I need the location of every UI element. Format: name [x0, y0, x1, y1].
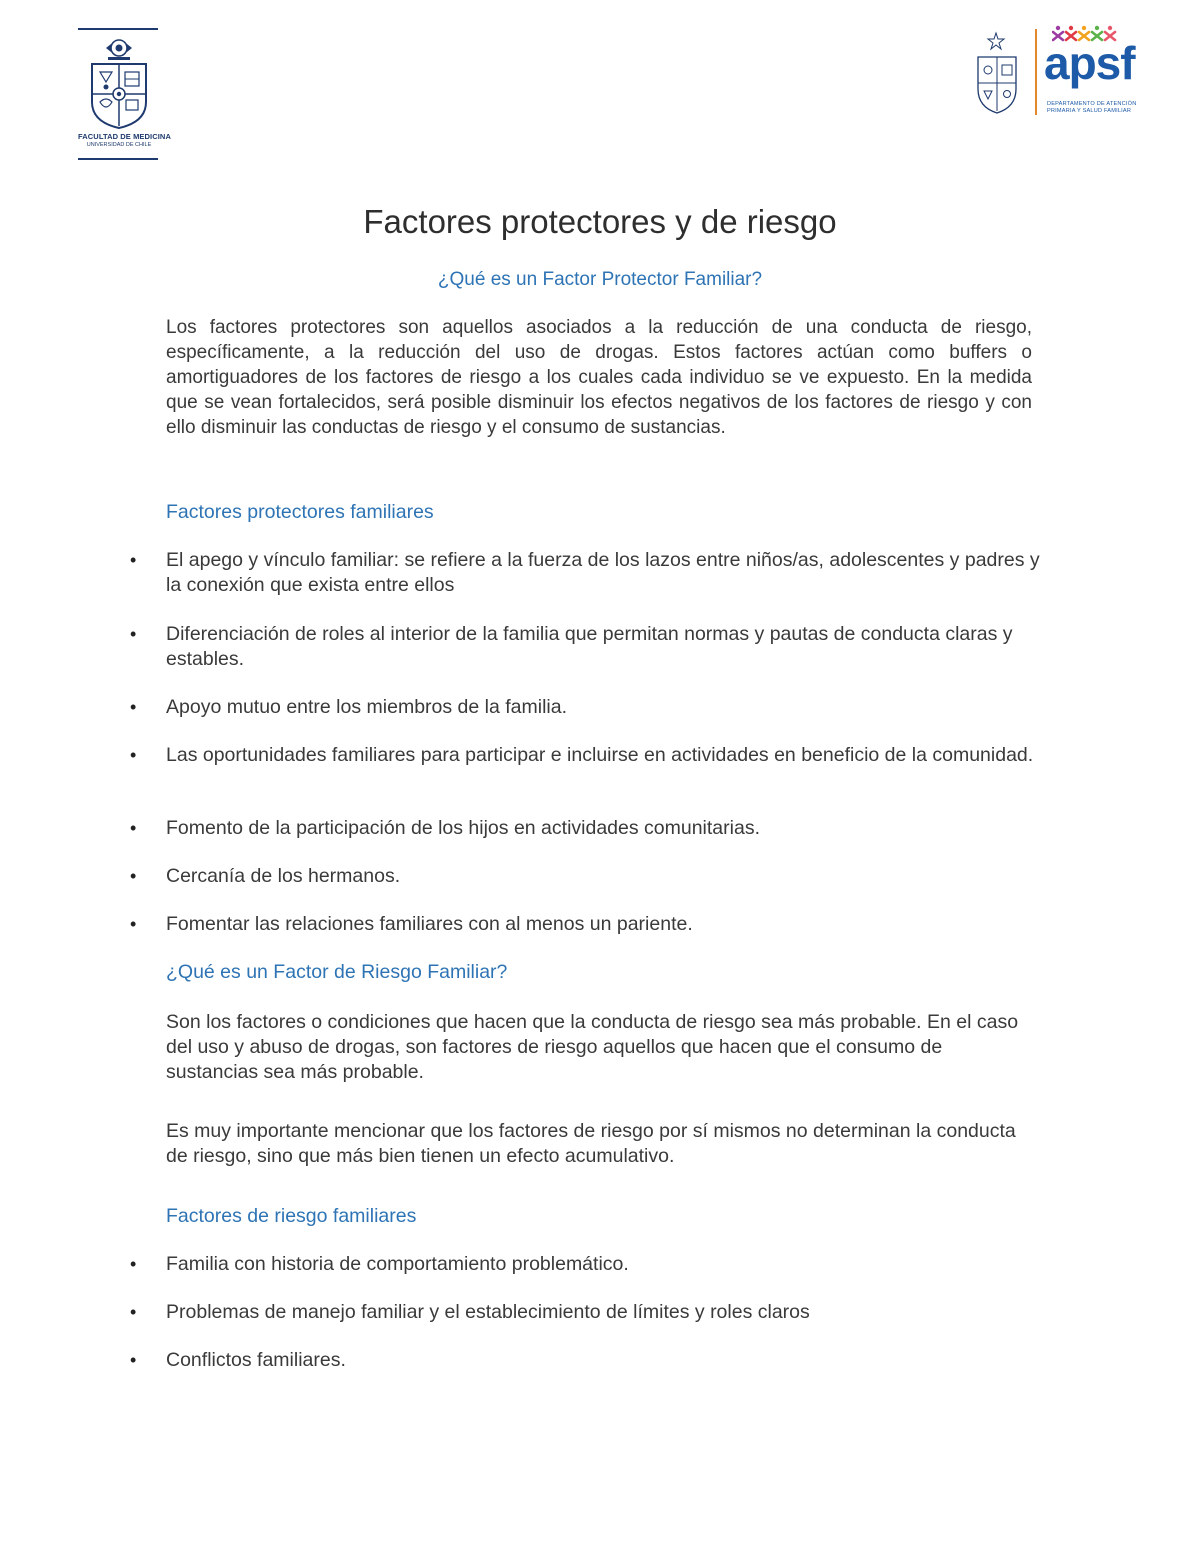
list-item-text: Fomentar las relaciones familiares con al menos un pariente. — [166, 913, 693, 935]
list-item-text: Problemas de manejo familiar y el establecimiento de límites y roles claros — [166, 1301, 810, 1323]
university-name: UNIVERSIDAD DE CHILE — [86, 142, 152, 148]
apsf-department-line1: DEPARTAMENTO DE ATENCIÓN — [1047, 101, 1137, 107]
list-item-text: Diferenciación de roles al interior de la familia que permitan normas y pautas de conducta claras y estables. — [166, 623, 1013, 670]
facultad-medicina-logo — [78, 28, 171, 160]
small-crest-icon — [972, 27, 1022, 119]
logo-bottom-rule — [78, 158, 158, 160]
risk-factors-heading: Factores de riesgo familiares — [166, 1205, 417, 1227]
document-title: Factores protectores y de riesgo — [363, 203, 837, 240]
bullet-icon: • — [130, 624, 137, 644]
list-item-text: Familia con historia de comportamiento problemático. — [166, 1253, 629, 1275]
bullet-icon: • — [130, 866, 137, 886]
apsf-wordmark: apsf — [1044, 37, 1135, 89]
bullet-icon: • — [130, 550, 137, 570]
protective-factor-question: ¿Qué es un Factor Protector Familiar? — [437, 269, 763, 290]
logo-divider — [1035, 29, 1037, 115]
protective-factors-heading: Factores protectores familiares — [166, 501, 434, 523]
bullet-icon: • — [130, 1302, 137, 1322]
risk-paragraph-1: Son los factores o condiciones que hacen que la conducta de riesgo sea más probable. En el caso del uso y abuso de drogas, son factores de riesgo aquellos que hacen que el consumo de sustancias sea más probable. — [166, 1011, 1019, 1083]
bullet-icon: • — [130, 914, 137, 934]
apsf-department-line2: PRIMARIA Y SALUD FAMILIAR — [1047, 108, 1132, 114]
intro-paragraph: Los factores protectores son aquellos asociados a la reducción de una conducta de riesgo, específicamente, a la reducción del uso de drogas. Estos factores actúan como buffers o amortiguadores de los factores de riesgo a los cuales cada individuo se ve expuesto. En la medida que se vean fortalecidos, será posible disminuir los efectos negativos de los factores de riesgo y con ello disminuir las conductas de riesgo y el consumo de sustancias. — [166, 317, 1032, 438]
university-crest-icon — [78, 32, 160, 132]
list-item-text: Apoyo mutuo entre los miembros de la familia. — [166, 696, 568, 718]
bullet-icon: • — [130, 818, 137, 838]
bullet-icon: • — [130, 697, 137, 717]
risk-factor-question: ¿Qué es un Factor de Riesgo Familiar? — [166, 961, 508, 983]
faculty-name: FACULTAD DE MEDICINA — [78, 132, 171, 141]
bullet-icon: • — [130, 1254, 137, 1274]
list-item-text: El apego y vínculo familiar: se refiere a la fuerza de los lazos entre niños/as, adolescentes y padres y la conexión que exista entre ellos — [166, 549, 1040, 596]
list-item-text: Conflictos familiares. — [166, 1349, 346, 1371]
bullet-icon: • — [130, 745, 137, 765]
list-item-text: Las oportunidades familiares para participar e incluirse en actividades en beneficio de la comunidad. — [166, 744, 1034, 766]
risk-paragraph-2: Es muy importante mencionar que los factores de riesgo por sí mismos no determinan la conducta de riesgo, sino que más bien tienen un efecto acumulativo. — [166, 1120, 1016, 1167]
list-item-text: Fomento de la participación de los hijos en actividades comunitarias. — [166, 817, 760, 839]
list-item-text: Cercanía de los hermanos. — [166, 865, 401, 887]
bullet-icon: • — [130, 1350, 137, 1370]
logo-top-rule — [78, 28, 158, 30]
